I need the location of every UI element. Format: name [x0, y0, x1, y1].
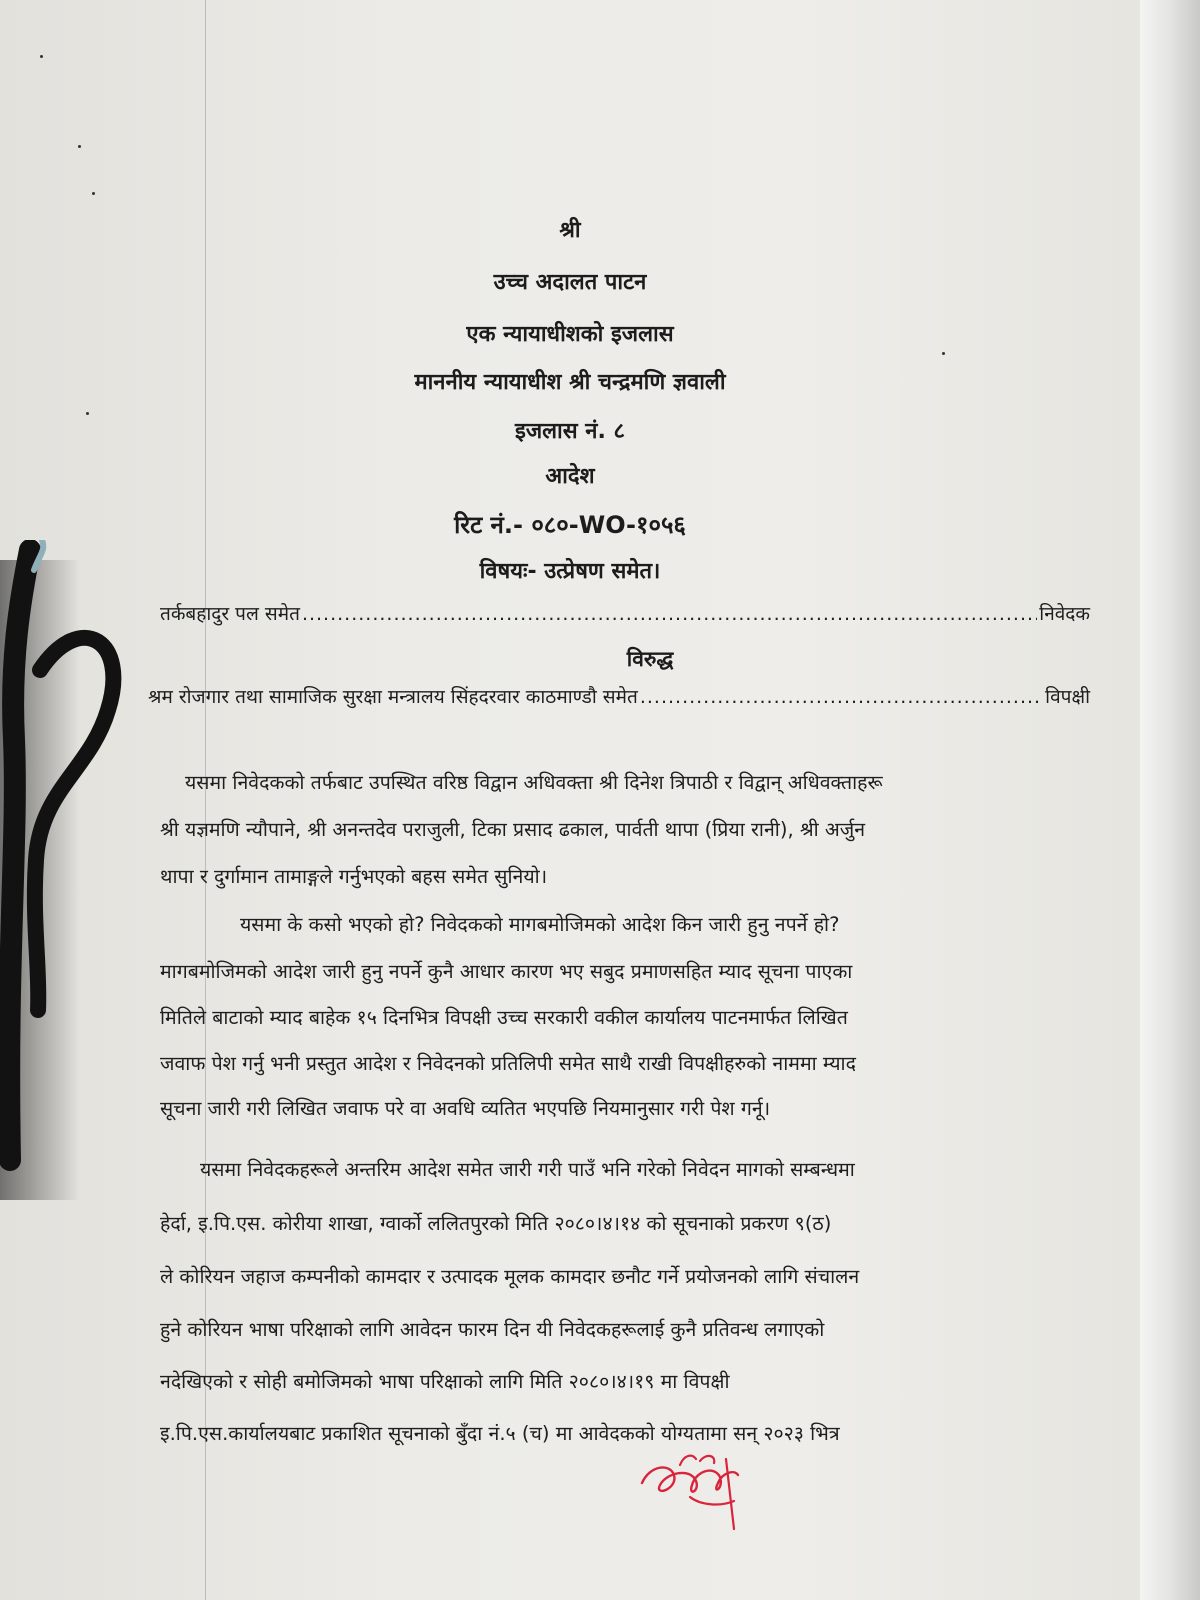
petitioner-name: तर्कबहादुर पल समेत — [160, 603, 300, 625]
paper-speck — [942, 352, 945, 355]
paper-speck — [40, 55, 43, 58]
binding-tag-string — [0, 540, 130, 1180]
respondent-name: श्रम रोजगार तथा सामाजिक सुरक्षा मन्त्रालय सिंहदरवार काठमाण्डौ समेत — [148, 686, 638, 708]
subject-line: विषयः- उत्प्रेषण समेत। — [479, 559, 661, 584]
judge-name: माननीय न्यायाधीश श्री चन्द्रमणि ज्ञवाली — [414, 370, 726, 395]
paper-speck — [78, 145, 81, 148]
paragraph-line: इ.पि.एस.कार्यालयबाट प्रकाशित सूचनाको बुँदा नं.५ (च) मा आवेदकको योग्यतामा सन् २०२३ भित्र — [160, 1422, 840, 1445]
petitioner-role: निवेदक — [1039, 603, 1090, 625]
court-name: उच्च अदालत पाटन — [493, 270, 647, 295]
paragraph-line: श्री यज्ञमणि न्यौपाने, श्री अनन्तदेव पराजुली, टिका प्रसाद ढकाल, पार्वती थापा (प्रिया रानी), श्री अर्जुन — [160, 818, 866, 841]
paragraph-line: मागबमोजिमको आदेश जारी हुनु नपर्ने कुनै आधार कारण भए सबुद प्रमाणसहित म्याद सूचना पाएका — [160, 960, 853, 983]
bench-number: इजलास नं. ८ — [515, 419, 625, 444]
paragraph-line: थापा र दुर्गामान तामाङ्गले गर्नुभएको बहस समेत सुनियो। — [160, 865, 548, 888]
paragraph-line: ले कोरियन जहाज कम्पनीको कामदार र उत्पादक मूलक कामदार छनौट गर्ने प्रयोजनको लागि संचालन — [160, 1265, 860, 1288]
header-shree: श्री — [559, 218, 581, 243]
paragraph-line: मितिले बाटाको म्याद बाहेक १५ दिनभित्र विपक्षी उच्च सरकारी वकील कार्यालय पाटनमार्फत लिखित — [160, 1006, 848, 1029]
paragraph-line: यसमा के कसो भएको हो? निवेदकको मागबमोजिमको आदेश किन जारी हुनु नपर्ने हो? — [240, 913, 840, 936]
handwritten-signature — [630, 1445, 760, 1535]
leader-dots — [302, 603, 1037, 625]
leader-dots — [640, 686, 1043, 708]
petitioner-row — [160, 600, 1090, 626]
paragraph-line: हेर्दा, इ.पि.एस. कोरीया शाखा, ग्वार्को ललितपुरको मिति २०८०।४।१४ को सूचनाको प्रकरण ९(ठ) — [160, 1212, 832, 1235]
paragraph-line: हुने कोरियन भाषा परिक्षाको लागि आवेदन फारम दिन यी निवेदकहरूलाई कुनै प्रतिवन्ध लगाएको — [160, 1318, 825, 1341]
bench-type: एक न्यायाधीशको इजलास — [466, 322, 674, 347]
order-heading: आदेश — [545, 464, 595, 489]
versus-label: विरुद्ध — [626, 647, 674, 671]
respondent-row — [148, 683, 1090, 709]
paragraph-line: यसमा निवेदकको तर्फबाट उपस्थित वरिष्ठ विद्वान अधिवक्ता श्री दिनेश त्रिपाठी र विद्वान् अधिवक्ताहरू — [185, 771, 883, 794]
writ-number: रिट नं.- ०८०-WO-१०५६ — [454, 511, 686, 539]
paragraph-line: जवाफ पेश गर्नु भनी प्रस्तुत आदेश र निवेदनको प्रतिलिपी समेत साथै राखी विपक्षीहरुको नाममा म्याद — [160, 1052, 856, 1075]
paragraph-line: सूचना जारी गरी लिखित जवाफ परे वा अवधि व्यतित भएपछि नियमानुसार गरी पेश गर्नू। — [160, 1097, 771, 1120]
paragraph-line: नदेखिएको र सोही बमोजिमको भाषा परिक्षाको लागि मिति २०८०।४।१९ मा विपक्षी — [160, 1370, 730, 1393]
background-edge — [1140, 0, 1200, 1600]
paper-speck — [92, 192, 95, 195]
respondent-role: विपक्षी — [1045, 686, 1090, 708]
paragraph-line: यसमा निवेदकहरूले अन्तरिम आदेश समेत जारी गरी पाउँ भनि गरेको निवेदन मागको सम्बन्धमा — [200, 1158, 855, 1181]
